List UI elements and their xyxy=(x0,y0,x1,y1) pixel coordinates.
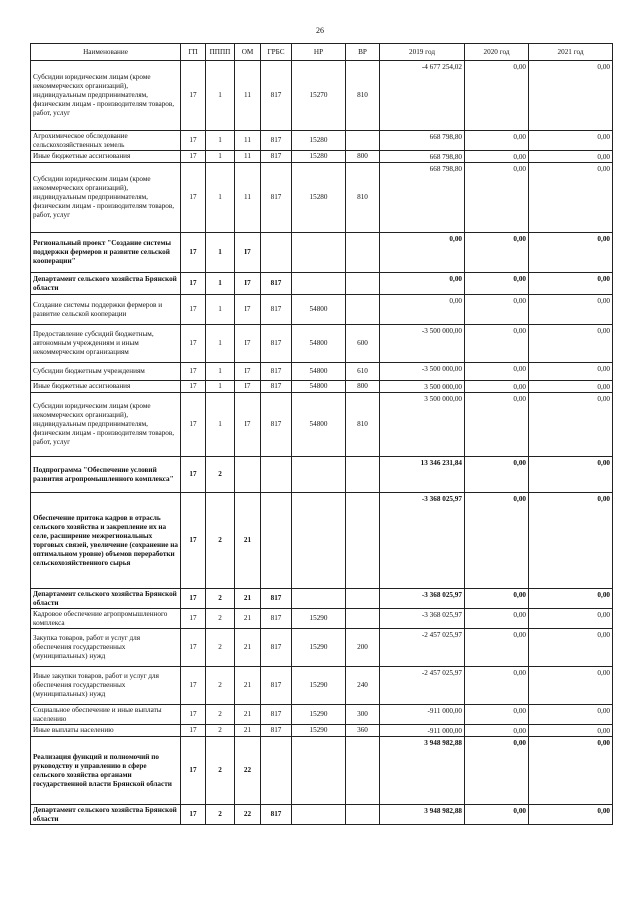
row-pppp: 1 xyxy=(206,295,235,325)
row-grbs: 817 xyxy=(261,163,292,233)
table-row xyxy=(31,325,613,363)
row-2019: -4 677 254,02 xyxy=(380,61,465,131)
row-pppp: 2 xyxy=(206,609,235,629)
row-pppp: 1 xyxy=(206,163,235,233)
row-name: Социальное обеспечение и иные выплаты населению xyxy=(31,705,181,725)
row-pppp: 2 xyxy=(206,667,235,705)
table-header xyxy=(31,44,613,61)
table-row xyxy=(31,705,613,725)
row-nr: 15280 xyxy=(292,151,346,163)
header-2019: 2019 год xyxy=(380,44,465,61)
row-vr xyxy=(346,457,380,493)
row-om: I7 xyxy=(235,363,261,381)
row-pppp: 1 xyxy=(206,151,235,163)
row-grbs: 817 xyxy=(261,381,292,393)
row-2019: -3 500 000,00 xyxy=(380,325,465,363)
row-grbs: 817 xyxy=(261,151,292,163)
row-name: Региональный проект "Создание системы поддержки фермеров и развитие сельской кооперации" xyxy=(31,233,181,273)
row-nr: 15290 xyxy=(292,629,346,667)
row-name: Иные выплаты населению xyxy=(31,725,181,737)
table-row xyxy=(31,131,613,151)
row-pppp: 1 xyxy=(206,393,235,457)
row-name: Департамент сельского хозяйства Брянской области xyxy=(31,273,181,295)
row-name: Реализация функций и полномочий по руководству и управлению в сфере сельского хозяйства органами государственной власти Брянской области xyxy=(31,737,181,805)
row-gp: 17 xyxy=(181,61,206,131)
row-2020: 0,00 xyxy=(465,131,529,151)
row-pppp: 2 xyxy=(206,737,235,805)
row-om: I7 xyxy=(235,295,261,325)
row-2021: 0,00 xyxy=(529,393,613,457)
row-gp: 17 xyxy=(181,393,206,457)
row-nr: 54800 xyxy=(292,393,346,457)
row-vr xyxy=(346,493,380,589)
row-pppp: 1 xyxy=(206,325,235,363)
row-om: 21 xyxy=(235,589,261,609)
page-number: 26 xyxy=(316,26,324,35)
row-pppp: 1 xyxy=(206,233,235,273)
row-om: 11 xyxy=(235,131,261,151)
header-gp: ГП xyxy=(181,44,206,61)
row-vr: 610 xyxy=(346,363,380,381)
row-2019: 0,00 xyxy=(380,295,465,325)
row-vr: 300 xyxy=(346,705,380,725)
row-gp: 17 xyxy=(181,737,206,805)
row-vr xyxy=(346,233,380,273)
row-2021: 0,00 xyxy=(529,61,613,131)
row-pppp: 2 xyxy=(206,493,235,589)
row-om: 21 xyxy=(235,705,261,725)
row-grbs: 817 xyxy=(261,805,292,825)
header-row xyxy=(31,44,613,61)
row-pppp: 1 xyxy=(206,61,235,131)
row-2021: 0,00 xyxy=(529,163,613,233)
row-nr: 54800 xyxy=(292,363,346,381)
row-name: Агрохимическое обследование сельскохозяйственных земель xyxy=(31,131,181,151)
row-nr xyxy=(292,233,346,273)
row-gp: 17 xyxy=(181,629,206,667)
row-name: Иные бюджетные ассигнования xyxy=(31,151,181,163)
row-grbs: 817 xyxy=(261,705,292,725)
row-vr: 240 xyxy=(346,667,380,705)
row-2021: 0,00 xyxy=(529,629,613,667)
row-vr: 810 xyxy=(346,61,380,131)
row-nr xyxy=(292,737,346,805)
row-vr: 800 xyxy=(346,151,380,163)
row-name: Субсидии юридическим лицам (кроме некоммерческих организаций), индивидуальным предпринимателям, физическим лицам - производителям товаров, работ, услуг xyxy=(31,61,181,131)
row-nr: 15290 xyxy=(292,609,346,629)
row-2020: 0,00 xyxy=(465,295,529,325)
row-gp: 17 xyxy=(181,589,206,609)
row-2019: 0,00 xyxy=(380,233,465,273)
table-row xyxy=(31,589,613,609)
table-row xyxy=(31,273,613,295)
row-2021: 0,00 xyxy=(529,325,613,363)
row-grbs: 817 xyxy=(261,589,292,609)
row-vr xyxy=(346,609,380,629)
row-gp: 17 xyxy=(181,363,206,381)
row-pppp: 2 xyxy=(206,457,235,493)
row-2019: -3 500 000,00 xyxy=(380,363,465,381)
table-row xyxy=(31,805,613,825)
row-2020: 0,00 xyxy=(465,805,529,825)
row-gp: 17 xyxy=(181,493,206,589)
row-gp: 17 xyxy=(181,609,206,629)
table-row xyxy=(31,609,613,629)
row-name: Обеспечение притока кадров в отрасль сельского хозяйства и закрепление их на селе, расширение межрегиональных торговых связей, увеличение (сохранение на оптимальном уровне) объемов переработки сельскохозяйственного сырья xyxy=(31,493,181,589)
row-nr: 15270 xyxy=(292,61,346,131)
row-grbs xyxy=(261,737,292,805)
row-2020: 0,00 xyxy=(465,151,529,163)
row-grbs: 817 xyxy=(261,667,292,705)
row-name: Закупка товаров, работ и услуг для обеспечения государственных (муниципальных) нужд xyxy=(31,629,181,667)
table-row xyxy=(31,233,613,273)
row-grbs xyxy=(261,233,292,273)
header-name: Наименование xyxy=(31,44,181,61)
row-vr xyxy=(346,737,380,805)
row-vr xyxy=(346,805,380,825)
row-2019: -2 457 025,97 xyxy=(380,629,465,667)
row-gp: 17 xyxy=(181,131,206,151)
row-2020: 0,00 xyxy=(465,393,529,457)
row-nr: 54800 xyxy=(292,381,346,393)
row-2019: 13 346 231,84 xyxy=(380,457,465,493)
row-2020: 0,00 xyxy=(465,725,529,737)
row-om xyxy=(235,457,261,493)
header-pppp: ПППП xyxy=(206,44,235,61)
row-gp: 17 xyxy=(181,457,206,493)
row-om: I7 xyxy=(235,325,261,363)
row-gp: 17 xyxy=(181,705,206,725)
row-2019: 3 948 982,88 xyxy=(380,805,465,825)
table-row xyxy=(31,393,613,457)
row-2020: 0,00 xyxy=(465,705,529,725)
table-row xyxy=(31,493,613,589)
row-name: Подпрограмма "Обеспечение условий развития агропромышленного комплекса" xyxy=(31,457,181,493)
row-2020: 0,00 xyxy=(465,163,529,233)
row-2019: -911 000,00 xyxy=(380,705,465,725)
row-om: 11 xyxy=(235,163,261,233)
header-nr: НР xyxy=(292,44,346,61)
table-row xyxy=(31,295,613,325)
row-2020: 0,00 xyxy=(465,381,529,393)
table-row xyxy=(31,381,613,393)
row-vr: 200 xyxy=(346,629,380,667)
row-name: Иные закупки товаров, работ и услуг для обеспечения государственных (муниципальных) нужд xyxy=(31,667,181,705)
header-2021: 2021 год xyxy=(529,44,613,61)
row-2019: -3 368 025,97 xyxy=(380,493,465,589)
row-vr: 360 xyxy=(346,725,380,737)
row-grbs: 817 xyxy=(261,131,292,151)
row-2020: 0,00 xyxy=(465,589,529,609)
row-pppp: 2 xyxy=(206,629,235,667)
row-name: Создание системы поддержки фермеров и развитие сельской кооперации xyxy=(31,295,181,325)
row-gp: 17 xyxy=(181,273,206,295)
row-2021: 0,00 xyxy=(529,151,613,163)
row-2020: 0,00 xyxy=(465,325,529,363)
row-gp: 17 xyxy=(181,151,206,163)
row-nr: 15280 xyxy=(292,131,346,151)
row-2021: 0,00 xyxy=(529,609,613,629)
row-nr xyxy=(292,805,346,825)
table-row xyxy=(31,725,613,737)
row-2021: 0,00 xyxy=(529,705,613,725)
row-om: I7 xyxy=(235,393,261,457)
row-2020: 0,00 xyxy=(465,493,529,589)
row-2020: 0,00 xyxy=(465,61,529,131)
row-2020: 0,00 xyxy=(465,737,529,805)
row-2019: 3 500 000,00 xyxy=(380,381,465,393)
header-grbs: ГРБС xyxy=(261,44,292,61)
row-nr: 54800 xyxy=(292,295,346,325)
row-nr xyxy=(292,589,346,609)
row-vr xyxy=(346,131,380,151)
row-vr xyxy=(346,273,380,295)
row-om: 11 xyxy=(235,151,261,163)
row-grbs: 817 xyxy=(261,609,292,629)
header-om: ОМ xyxy=(235,44,261,61)
table-row xyxy=(31,457,613,493)
row-pppp: 2 xyxy=(206,705,235,725)
row-gp: 17 xyxy=(181,233,206,273)
row-name: Субсидии бюджетным учреждениям xyxy=(31,363,181,381)
row-pppp: 2 xyxy=(206,805,235,825)
row-vr: 810 xyxy=(346,163,380,233)
row-2021: 0,00 xyxy=(529,667,613,705)
table-row xyxy=(31,163,613,233)
row-om: 21 xyxy=(235,629,261,667)
row-nr: 15290 xyxy=(292,705,346,725)
row-2020: 0,00 xyxy=(465,273,529,295)
row-om: 21 xyxy=(235,667,261,705)
row-pppp: 2 xyxy=(206,589,235,609)
table-row xyxy=(31,363,613,381)
row-2019: -3 368 025,97 xyxy=(380,609,465,629)
row-2020: 0,00 xyxy=(465,233,529,273)
row-2021: 0,00 xyxy=(529,589,613,609)
table-row xyxy=(31,737,613,805)
row-2020: 0,00 xyxy=(465,667,529,705)
row-2021: 0,00 xyxy=(529,805,613,825)
row-name: Департамент сельского хозяйства Брянской области xyxy=(31,805,181,825)
row-vr: 810 xyxy=(346,393,380,457)
row-grbs: 817 xyxy=(261,393,292,457)
row-grbs xyxy=(261,493,292,589)
row-grbs: 817 xyxy=(261,61,292,131)
row-om: I7 xyxy=(235,381,261,393)
row-vr xyxy=(346,295,380,325)
row-name: Департамент сельского хозяйства Брянской области xyxy=(31,589,181,609)
row-om: 11 xyxy=(235,61,261,131)
row-2020: 0,00 xyxy=(465,629,529,667)
row-2021: 0,00 xyxy=(529,725,613,737)
row-name: Субсидии юридическим лицам (кроме некоммерческих организаций), индивидуальным предпринимателям, физическим лицам - производителям товаров, работ, услуг xyxy=(31,163,181,233)
row-2020: 0,00 xyxy=(465,363,529,381)
row-2019: 0,00 xyxy=(380,273,465,295)
row-2019: 3 948 982,88 xyxy=(380,737,465,805)
row-vr xyxy=(346,589,380,609)
row-gp: 17 xyxy=(181,325,206,363)
row-2019: 668 798,80 xyxy=(380,131,465,151)
row-gp: 17 xyxy=(181,163,206,233)
row-2019: -2 457 025,97 xyxy=(380,667,465,705)
row-pppp: 1 xyxy=(206,381,235,393)
row-om: 21 xyxy=(235,609,261,629)
row-2021: 0,00 xyxy=(529,295,613,325)
row-pppp: 1 xyxy=(206,363,235,381)
row-2019: 3 500 000,00 xyxy=(380,393,465,457)
row-name: Кадровое обеспечение агропромышленного комплекса xyxy=(31,609,181,629)
row-2021: 0,00 xyxy=(529,457,613,493)
row-gp: 17 xyxy=(181,725,206,737)
row-nr: 15290 xyxy=(292,667,346,705)
row-grbs xyxy=(261,457,292,493)
row-om: I7 xyxy=(235,273,261,295)
row-name: Предоставление субсидий бюджетным, автономным учреждениям и иным некоммерческим организациям xyxy=(31,325,181,363)
table-row xyxy=(31,151,613,163)
row-pppp: 1 xyxy=(206,273,235,295)
row-gp: 17 xyxy=(181,381,206,393)
row-2021: 0,00 xyxy=(529,363,613,381)
row-grbs: 817 xyxy=(261,363,292,381)
row-2019: 668 798,80 xyxy=(380,163,465,233)
row-om: 22 xyxy=(235,737,261,805)
row-grbs: 817 xyxy=(261,273,292,295)
row-nr xyxy=(292,493,346,589)
row-pppp: 1 xyxy=(206,131,235,151)
row-2021: 0,00 xyxy=(529,493,613,589)
row-gp: 17 xyxy=(181,805,206,825)
row-2021: 0,00 xyxy=(529,233,613,273)
row-nr xyxy=(292,457,346,493)
row-grbs: 817 xyxy=(261,325,292,363)
row-2019: -3 368 025,97 xyxy=(380,589,465,609)
row-gp: 17 xyxy=(181,667,206,705)
row-vr: 600 xyxy=(346,325,380,363)
row-2020: 0,00 xyxy=(465,609,529,629)
row-2021: 0,00 xyxy=(529,381,613,393)
row-2019: 668 798,80 xyxy=(380,151,465,163)
header-vr: ВР xyxy=(346,44,380,61)
row-om: 21 xyxy=(235,725,261,737)
row-nr xyxy=(292,273,346,295)
row-2021: 0,00 xyxy=(529,273,613,295)
table-row xyxy=(31,629,613,667)
header-2020: 2020 год xyxy=(465,44,529,61)
row-gp: 17 xyxy=(181,295,206,325)
budget-table-container xyxy=(30,43,612,825)
row-om: I7 xyxy=(235,233,261,273)
row-nr: 15290 xyxy=(292,725,346,737)
table-row xyxy=(31,61,613,131)
row-grbs: 817 xyxy=(261,295,292,325)
row-2021: 0,00 xyxy=(529,737,613,805)
budget-table xyxy=(30,43,613,825)
row-name: Иные бюджетные ассигнования xyxy=(31,381,181,393)
row-2021: 0,00 xyxy=(529,131,613,151)
row-name: Субсидии юридическим лицам (кроме некоммерческих организаций), индивидуальным предпринимателям, физическим лицам - производителям товаров, работ, услуг xyxy=(31,393,181,457)
row-om: 21 xyxy=(235,493,261,589)
row-nr: 54800 xyxy=(292,325,346,363)
row-nr: 15280 xyxy=(292,163,346,233)
row-pppp: 2 xyxy=(206,725,235,737)
table-row xyxy=(31,667,613,705)
row-om: 22 xyxy=(235,805,261,825)
row-grbs: 817 xyxy=(261,629,292,667)
row-grbs: 817 xyxy=(261,725,292,737)
row-2020: 0,00 xyxy=(465,457,529,493)
row-vr: 800 xyxy=(346,381,380,393)
table-body xyxy=(31,61,613,825)
row-2019: -911 000,00 xyxy=(380,725,465,737)
